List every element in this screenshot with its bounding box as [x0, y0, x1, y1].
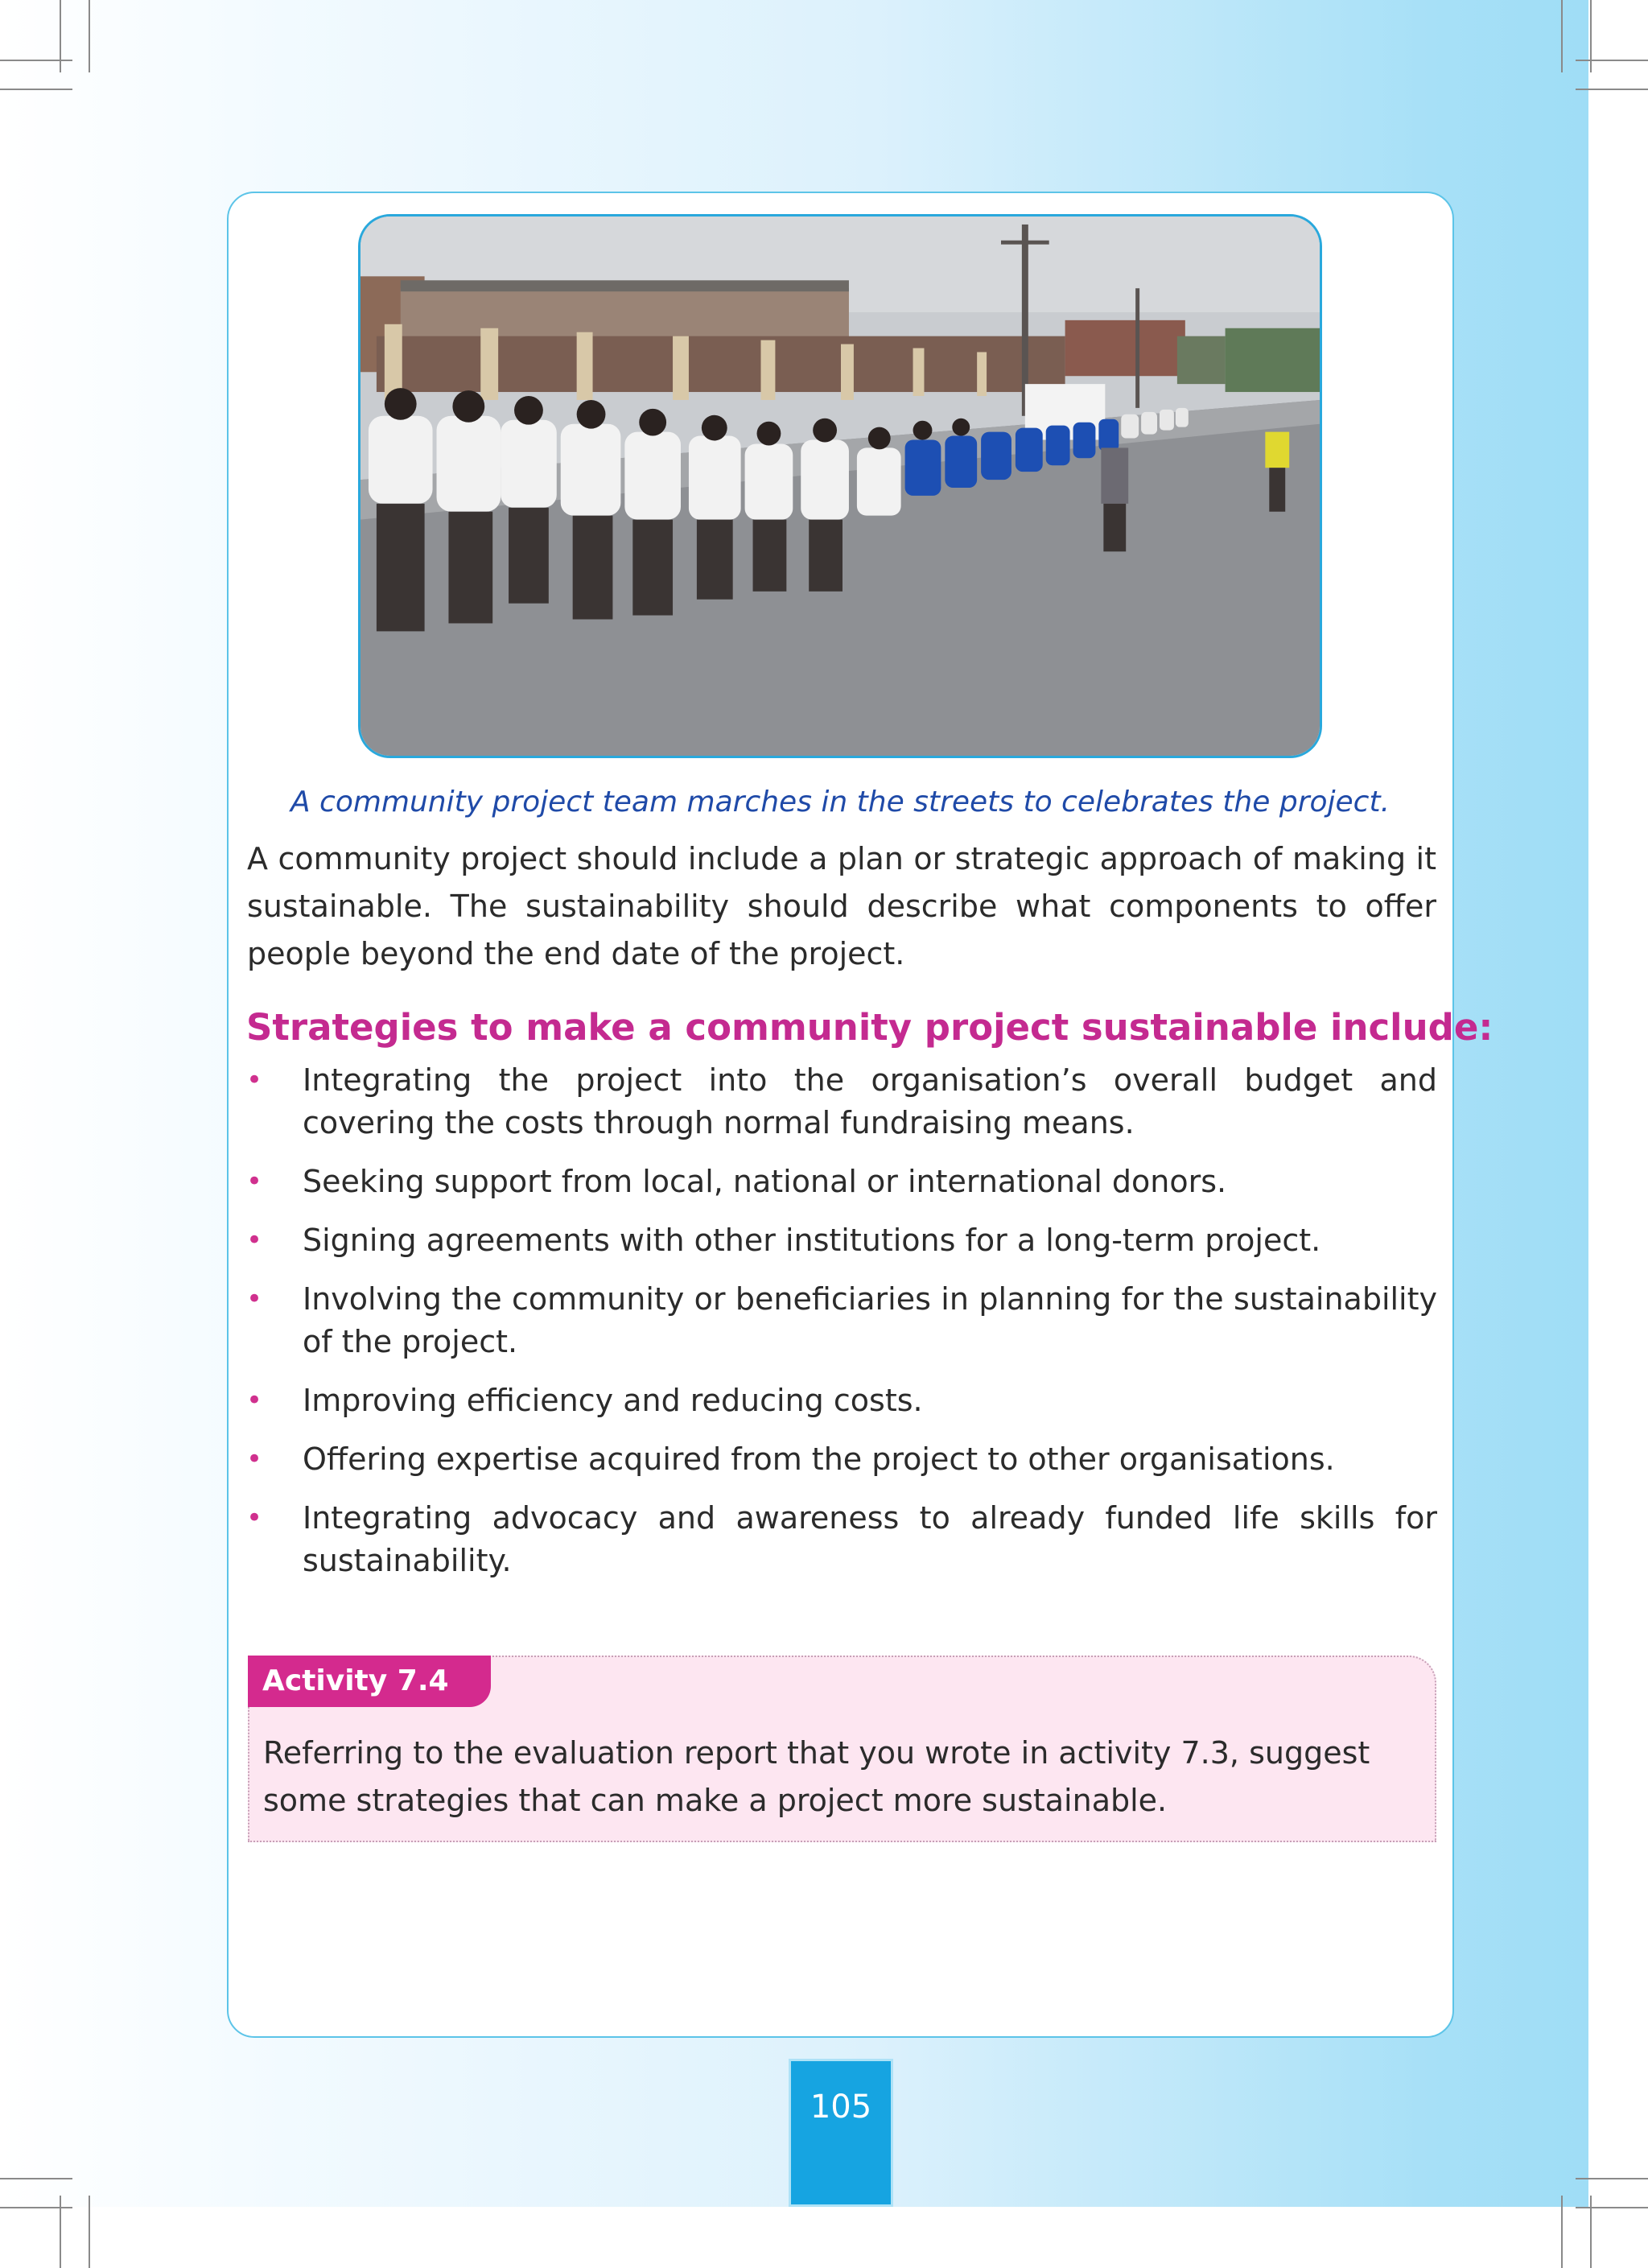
- page-number: 105: [810, 2089, 872, 2126]
- bullet-icon: •: [246, 1443, 263, 1475]
- crop-mark: [89, 0, 90, 72]
- page-number-tab: [789, 2059, 893, 2207]
- crop-mark: [1576, 89, 1648, 90]
- list-item-text: Involving the community or beneficiaries in planning for the sustainability of the project.: [303, 1281, 1437, 1359]
- list-item: [246, 1161, 1437, 1203]
- list-item: [246, 1278, 1437, 1363]
- list-item: [246, 1219, 1437, 1262]
- bullet-icon: •: [246, 1064, 263, 1096]
- crop-mark: [1590, 0, 1592, 72]
- list-item: [246, 1497, 1437, 1582]
- list-item-text: Improving efficiency and reducing costs.: [303, 1383, 923, 1418]
- crop-mark: [1576, 60, 1648, 61]
- intro-paragraph: A community project should include a plan or strategic approach of making it sustainable. The sustainability should describe what components to offer people beyond the end date of the project.: [247, 841, 1436, 971]
- activity-text: Referring to the evaluation report that you wrote in activity 7.3, suggest some strategies that can make a project more sustainable.: [263, 1735, 1370, 1818]
- list-item-text: Integrating the project into the organisation’s overall budget and covering the costs through normal fundraising means.: [303, 1062, 1437, 1140]
- section-heading: Strategies to make a community project sustainable include:: [246, 1006, 1494, 1049]
- list-item-text: Offering expertise acquired from the project to other organisations.: [303, 1441, 1335, 1477]
- list-item-text: Seeking support from local, national or international donors.: [303, 1164, 1227, 1199]
- march-photo-illustration: [360, 216, 1320, 756]
- bullet-icon: •: [246, 1384, 263, 1416]
- crop-mark: [89, 2196, 90, 2268]
- list-item: [246, 1438, 1437, 1481]
- crop-mark: [0, 60, 72, 61]
- bullet-icon: •: [246, 1165, 263, 1198]
- crop-mark: [1576, 2207, 1648, 2208]
- crop-mark: [0, 89, 72, 90]
- crop-mark: [1561, 0, 1563, 72]
- march-photo: [358, 214, 1322, 758]
- crop-mark: [0, 2207, 72, 2208]
- crop-mark: [1561, 2196, 1563, 2268]
- activity-label: Activity 7.4: [248, 1656, 491, 1707]
- list-item-text: Signing agreements with other institutions for a long-term project.: [303, 1223, 1321, 1258]
- strategy-list: [246, 1059, 1437, 1598]
- crop-mark: [60, 0, 61, 72]
- bullet-icon: •: [246, 1502, 263, 1534]
- crop-mark: [1576, 2178, 1648, 2179]
- list-item: [246, 1379, 1437, 1422]
- list-item: [246, 1059, 1437, 1144]
- bullet-icon: •: [246, 1224, 263, 1256]
- list-item-text: Integrating advocacy and awareness to already funded life skills for sustainability.: [303, 1500, 1437, 1578]
- photo-caption: A community project team marches in the streets to celebrates the project.: [290, 786, 1390, 819]
- bullet-icon: •: [246, 1283, 263, 1315]
- crop-mark: [0, 2178, 72, 2179]
